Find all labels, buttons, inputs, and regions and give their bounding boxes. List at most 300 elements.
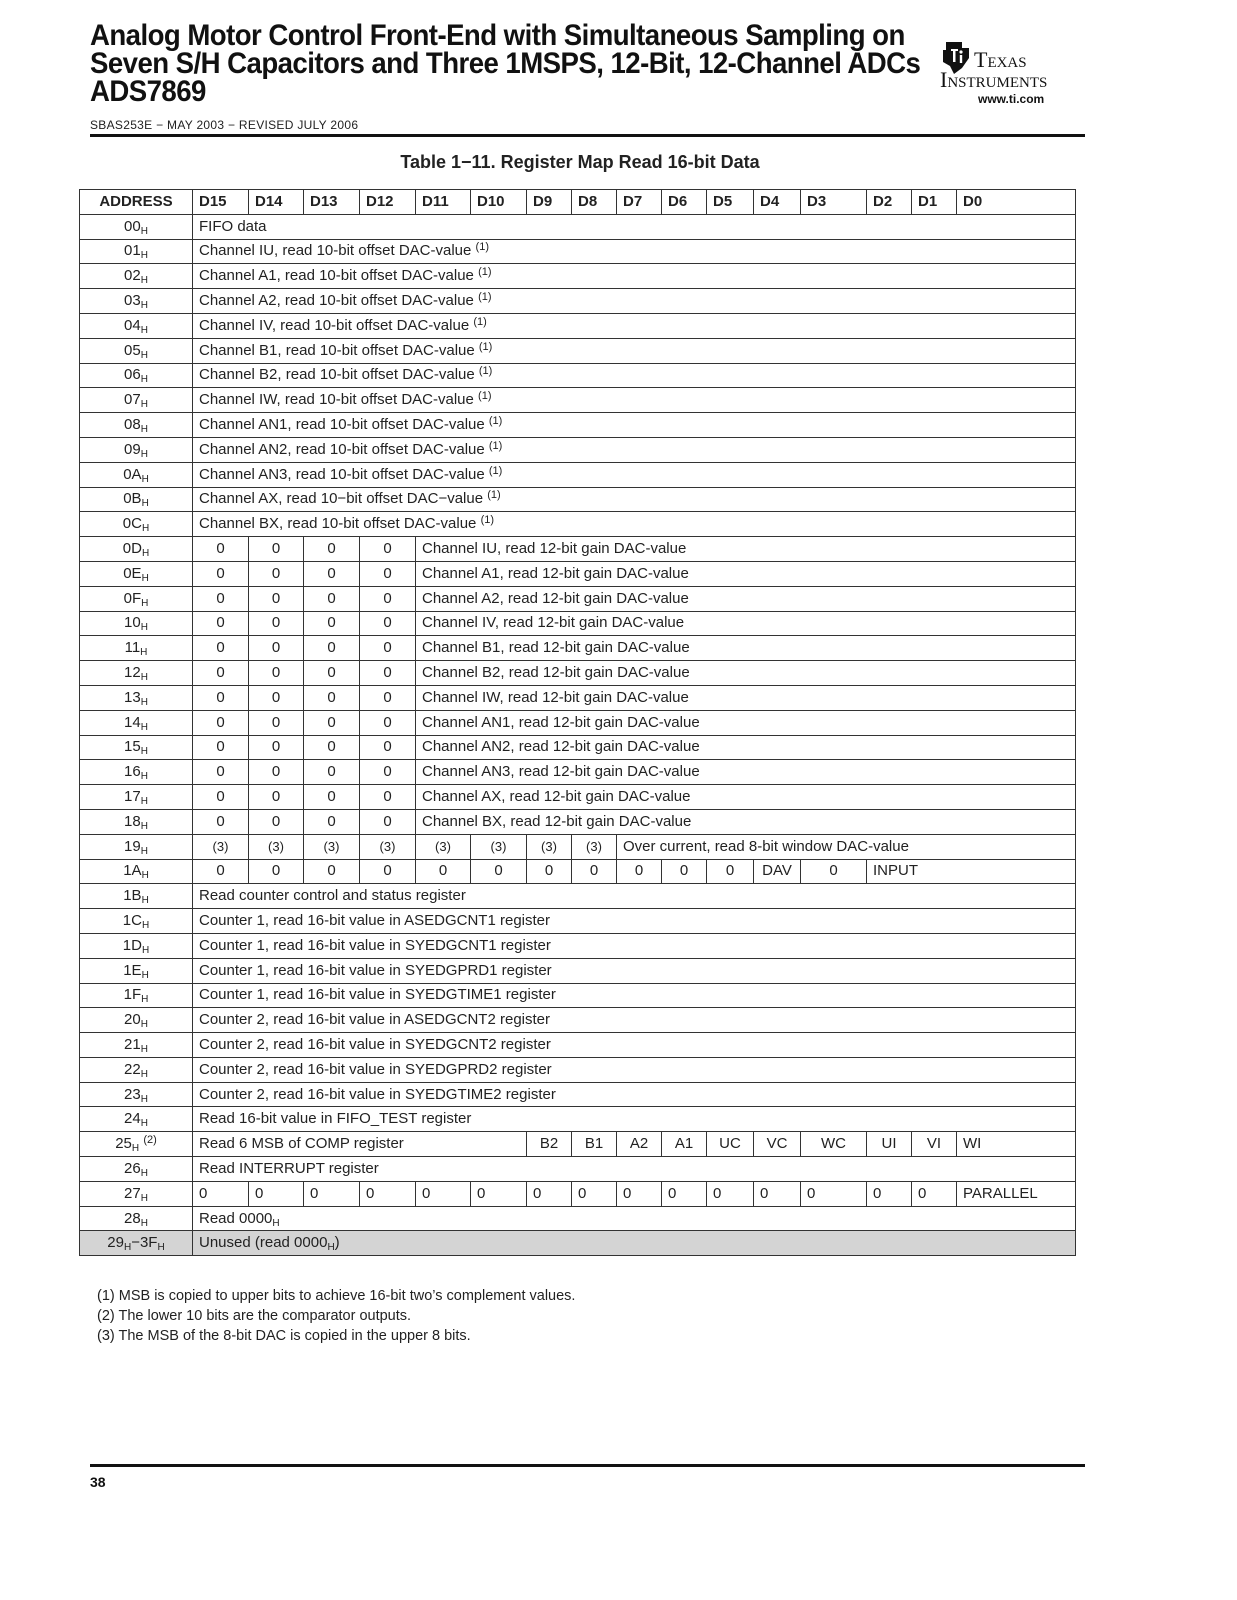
address-value: 05: [124, 341, 141, 359]
bit-cell: 0: [360, 735, 416, 760]
address-value: 0D: [122, 540, 142, 558]
address-cell: [80, 735, 193, 760]
bit-cell: 0: [249, 611, 304, 636]
address-value: 14: [124, 713, 141, 731]
register-description: Counter 1, read 16-bit value in SYEDGTIME1 register: [193, 983, 1076, 1008]
bit-cell: 0: [193, 586, 249, 611]
footnote-ref: (1): [478, 266, 492, 279]
table-row-unused: [80, 1231, 1076, 1256]
table-row: [80, 363, 1076, 388]
address-cell: [80, 1057, 193, 1082]
address-value: 1A: [123, 862, 142, 880]
footnote-ref: (1): [478, 390, 492, 403]
address-value: 1B: [123, 887, 142, 905]
register-description: Read 16-bit value in FIFO_TEST register: [193, 1107, 1076, 1132]
table-row: [80, 214, 1076, 239]
bit-cell: 0: [754, 1181, 801, 1206]
address-hex-suffix: H: [131, 1143, 140, 1155]
bit-cell-footnote: (3): [249, 834, 304, 859]
address-cell: [80, 1157, 193, 1182]
address-value: 16: [124, 763, 141, 781]
register-description: Channel AX, read 12-bit gain DAC-value: [416, 785, 1076, 810]
address-value: 03: [124, 292, 141, 310]
description-text: Channel AN2, read 10-bit offset DAC-value: [199, 440, 485, 458]
address-hex-suffix: H: [141, 895, 149, 907]
address-value: 3F: [139, 1234, 158, 1252]
bit-cell: 0: [471, 859, 527, 884]
bit-cell: 0: [360, 636, 416, 661]
footnote-ref: (1): [488, 464, 503, 477]
address-cell: [80, 462, 193, 487]
description-text: Channel IU, read 10-bit offset DAC-value: [199, 242, 472, 260]
address-hex-suffix: H: [140, 225, 148, 237]
address-hex-suffix: H: [141, 572, 149, 584]
address-cell: [80, 586, 193, 611]
register-description: [193, 462, 1076, 487]
bit-cell: WI: [957, 1132, 1076, 1157]
address-value: 06: [124, 366, 141, 384]
bit-cell: 0: [304, 636, 360, 661]
title-line-1: Analog Motor Control Front-End with Simultaneous Sampling on: [90, 19, 905, 52]
register-description: Channel IW, read 12-bit gain DAC-value: [416, 685, 1076, 710]
address-value: 23: [124, 1085, 141, 1103]
bit-cell: 0: [360, 561, 416, 586]
address-cell: [80, 958, 193, 983]
table-row: [80, 1033, 1076, 1058]
address-cell: [80, 1107, 193, 1132]
table-row: [80, 983, 1076, 1008]
column-header: D0: [957, 190, 1076, 215]
register-description: Read INTERRUPT register: [193, 1157, 1076, 1182]
description-text: Channel IW, read 10-bit offset DAC-value: [199, 391, 474, 409]
bit-cell: 0: [360, 809, 416, 834]
address-cell: [80, 1181, 193, 1206]
bit-cell: 0: [249, 760, 304, 785]
address-hex-suffix: H: [140, 349, 148, 361]
address-value: 0F: [123, 589, 142, 607]
column-header: D5: [707, 190, 754, 215]
table-row: [80, 834, 1076, 859]
table-row: [80, 1206, 1076, 1231]
address-hex-suffix: H: [123, 1242, 132, 1254]
doc-id: SBAS253E − MAY 2003 − REVISED JULY 2006: [90, 118, 359, 132]
bit-cell-footnote: (3): [416, 834, 471, 859]
address-hex-suffix: H: [140, 250, 148, 262]
address-value: 0E: [123, 564, 142, 582]
address-cell: [80, 834, 193, 859]
table-row: [80, 413, 1076, 438]
register-description: Channel BX, read 12-bit gain DAC-value: [416, 809, 1076, 834]
bit-cell: A2: [617, 1132, 662, 1157]
bit-cell: 0: [193, 710, 249, 735]
description-text: Channel B1, read 10-bit offset DAC-value: [199, 341, 475, 359]
bit-cell: 0: [572, 1181, 617, 1206]
address-hex-suffix: H: [140, 300, 148, 312]
register-description: Counter 1, read 16-bit value in ASEDGCNT1 register: [193, 909, 1076, 934]
address-cell: [80, 1008, 193, 1033]
address-value: 27: [124, 1184, 141, 1202]
description-text: Channel B2, read 10-bit offset DAC-value: [199, 366, 475, 384]
bit-cell: VI: [912, 1132, 957, 1157]
bit-cell: 0: [304, 537, 360, 562]
address-cell: [80, 611, 193, 636]
address-value: 08: [124, 416, 141, 434]
register-description: [193, 437, 1076, 462]
table-row: [80, 636, 1076, 661]
bit-cell-footnote: (3): [471, 834, 527, 859]
footer-rule: [90, 1464, 1085, 1467]
column-header: D6: [662, 190, 707, 215]
address-value: 28: [124, 1209, 141, 1227]
address-value: 18: [124, 812, 141, 830]
register-description: [193, 289, 1076, 314]
bit-cell: 0: [193, 859, 249, 884]
register-description: Counter 2, read 16-bit value in SYEDGPRD2 register: [193, 1057, 1076, 1082]
table-row: [80, 785, 1076, 810]
footnote-ref: (2): [143, 1134, 157, 1147]
table-row: [80, 338, 1076, 363]
ti-url[interactable]: www.ti.com: [978, 92, 1045, 106]
column-header: D13: [304, 190, 360, 215]
register-description: Counter 2, read 16-bit value in SYEDGTIME2 register: [193, 1082, 1076, 1107]
address-hex-suffix: H: [140, 1118, 148, 1130]
table-row: [80, 760, 1076, 785]
bit-cell: 0: [193, 1181, 249, 1206]
address-hex-suffix: H: [140, 845, 148, 857]
address-hex-suffix: H: [141, 597, 149, 609]
register-map-table: [79, 189, 1076, 1256]
address-hex-suffix: H: [140, 622, 148, 634]
footnotes: [97, 1286, 575, 1346]
address-cell: [80, 264, 193, 289]
address-value: 19: [124, 837, 141, 855]
address-value: 09: [124, 440, 141, 458]
register-description: Channel A2, read 12-bit gain DAC-value: [416, 586, 1076, 611]
bit-cell: 0: [304, 809, 360, 834]
table-row: [80, 586, 1076, 611]
bit-cell: 0: [304, 661, 360, 686]
logo-line-1: Texas: [974, 47, 1027, 72]
address-hex-suffix: H: [140, 1217, 148, 1229]
address-value: 1F: [123, 986, 142, 1004]
register-description: [193, 487, 1076, 512]
table-row: [80, 1057, 1076, 1082]
address-value: 0C: [122, 515, 142, 533]
bit-cell: 0: [249, 735, 304, 760]
bit-cell: 0: [249, 1181, 304, 1206]
bit-cell: 0: [193, 760, 249, 785]
register-description: [193, 214, 1076, 239]
bit-cell: 0: [304, 859, 360, 884]
address-hex-suffix: H: [141, 548, 150, 560]
bit-cell: 0: [707, 1181, 754, 1206]
page-number: 38: [90, 1474, 106, 1490]
table-row: [80, 313, 1076, 338]
bit-cell: 0: [193, 685, 249, 710]
bit-cell-footnote: (3): [193, 834, 249, 859]
register-description: Read counter control and status register: [193, 884, 1076, 909]
bit-cell: 0: [617, 859, 662, 884]
bit-cell: 0: [304, 785, 360, 810]
bit-cell: 0: [304, 735, 360, 760]
table-row: [80, 437, 1076, 462]
address-value: 02: [124, 267, 141, 285]
address-cell: [80, 884, 193, 909]
bit-cell: 0: [471, 1181, 527, 1206]
address-value: 10: [124, 614, 141, 632]
address-cell: [80, 561, 193, 586]
address-value: 21: [124, 1035, 141, 1053]
description-text: Channel A2, read 10-bit offset DAC-value: [199, 292, 474, 310]
footnote-ref: (1): [478, 365, 493, 378]
address-hex-suffix: H: [140, 374, 148, 386]
table-row: [80, 909, 1076, 934]
ti-wordmark: [940, 47, 1085, 92]
table-row: [80, 933, 1076, 958]
footnote-ref: (1): [487, 489, 501, 502]
address-value: 1D: [122, 936, 142, 954]
table-row: [80, 710, 1076, 735]
footnote-ref: (1): [473, 315, 487, 328]
address-cell: [80, 388, 193, 413]
bit-cell: 0: [360, 785, 416, 810]
address-cell: [80, 363, 193, 388]
footnote-2: (2) The lower 10 bits are the comparator outputs.: [97, 1308, 412, 1324]
register-description: Read 6 MSB of COMP register: [193, 1132, 527, 1157]
table-row: [80, 289, 1076, 314]
bit-cell: 0: [304, 1181, 360, 1206]
column-header: D8: [572, 190, 617, 215]
column-header: ADDRESS: [80, 190, 193, 215]
table-row: [80, 1157, 1076, 1182]
address-cell: [80, 537, 193, 562]
register-description: Channel IV, read 12-bit gain DAC-value: [416, 611, 1076, 636]
address-cell: [80, 512, 193, 537]
footnote-ref: (1): [478, 340, 493, 353]
address-hex-suffix: H: [140, 1093, 148, 1105]
address-cell: [80, 313, 193, 338]
bit-cell: 0: [249, 785, 304, 810]
register-description: Channel AN3, read 12-bit gain DAC-value: [416, 760, 1076, 785]
bit-cell: B1: [572, 1132, 617, 1157]
table-row: [80, 512, 1076, 537]
address-cell: [80, 1082, 193, 1107]
address-hex-suffix: H: [140, 424, 148, 436]
address-hex-suffix: H: [140, 820, 148, 832]
register-description: [193, 239, 1076, 264]
address-hex-suffix: H: [140, 647, 148, 659]
bit-cell: 0: [360, 760, 416, 785]
bit-cell: 0: [360, 611, 416, 636]
table-row: [80, 561, 1076, 586]
address-cell: [80, 685, 193, 710]
bit-cell: 0: [304, 561, 360, 586]
address-cell: [80, 636, 193, 661]
address-cell: [80, 289, 193, 314]
address-hex-suffix: H: [140, 1043, 148, 1055]
bit-cell: 0: [304, 760, 360, 785]
address-cell: [80, 859, 193, 884]
bit-cell: 0: [572, 859, 617, 884]
address-hex-suffix: H: [141, 969, 149, 981]
bit-cell: 0: [360, 661, 416, 686]
register-description: Channel A1, read 12-bit gain DAC-value: [416, 561, 1076, 586]
description-text: Channel A1, read 10-bit offset DAC-value: [199, 267, 474, 285]
column-header: D2: [867, 190, 912, 215]
address-hex-suffix: H: [141, 498, 149, 510]
bit-cell: 0: [249, 661, 304, 686]
footnote-ref: (1): [480, 514, 495, 527]
bit-cell: 0: [867, 1181, 912, 1206]
register-description: [193, 1231, 1076, 1256]
table-row: [80, 1082, 1076, 1107]
table-row: [80, 537, 1076, 562]
hex-suffix: H: [272, 1217, 280, 1229]
table-row: [80, 809, 1076, 834]
address-value: 12: [124, 664, 141, 682]
address-cell: [80, 909, 193, 934]
bit-cell: 0: [193, 636, 249, 661]
register-description: [193, 388, 1076, 413]
address-hex-suffix: H: [140, 1167, 148, 1179]
table-row: [80, 462, 1076, 487]
bit-cell: 0: [249, 685, 304, 710]
bit-cell: 0: [707, 859, 754, 884]
description-text: Channel AN3, read 10-bit offset DAC-value: [199, 465, 485, 483]
description-text: Unused (read 0000: [199, 1234, 328, 1252]
register-description: Channel AN1, read 12-bit gain DAC-value: [416, 710, 1076, 735]
bit-cell: 0: [304, 710, 360, 735]
bit-cell: 0: [662, 859, 707, 884]
bit-cell: A1: [662, 1132, 707, 1157]
address-cell: [80, 933, 193, 958]
bit-cell-footnote: (3): [572, 834, 617, 859]
bit-cell: 0: [249, 586, 304, 611]
address-cell: [80, 1206, 193, 1231]
address-value: 29: [107, 1234, 124, 1252]
logo-line-2: Instruments: [940, 67, 1048, 92]
table-row: [80, 239, 1076, 264]
bit-cell: 0: [249, 710, 304, 735]
bit-cell: 0: [193, 611, 249, 636]
address-hex-suffix: H: [157, 1242, 165, 1254]
address-hex-suffix: H: [140, 448, 148, 460]
address-value: 01: [124, 242, 141, 260]
register-description: Channel B1, read 12-bit gain DAC-value: [416, 636, 1076, 661]
address-range-dash: −: [131, 1234, 140, 1252]
address-hex-suffix: H: [141, 473, 149, 485]
bit-cell: UI: [867, 1132, 912, 1157]
part-number: ADS7869: [90, 75, 206, 108]
table-row: [80, 735, 1076, 760]
table-row: [80, 685, 1076, 710]
bit-cell: 0: [416, 1181, 471, 1206]
address-value: 07: [124, 391, 141, 409]
address-hex-suffix: H: [140, 672, 148, 684]
address-hex-suffix: H: [141, 994, 149, 1006]
table-row: [80, 958, 1076, 983]
bit-cell: 0: [662, 1181, 707, 1206]
bit-cell: 0: [249, 809, 304, 834]
register-description: [193, 413, 1076, 438]
address-hex-suffix: H: [140, 771, 148, 783]
address-cell: [80, 1132, 193, 1157]
bit-cell: 0: [360, 1181, 416, 1206]
address-hex-suffix: H: [141, 920, 150, 931]
address-cell: [80, 437, 193, 462]
column-header: D7: [617, 190, 662, 215]
address-value: 25: [115, 1135, 132, 1153]
bit-cell: 0: [193, 735, 249, 760]
footnote-1: (1) MSB is copied to upper bits to achieve 16-bit two’s complement values.: [97, 1288, 576, 1304]
bit-cell: 0: [249, 636, 304, 661]
bit-cell: 0: [304, 586, 360, 611]
table-row: [80, 611, 1076, 636]
description-text: Channel AN1, read 10-bit offset DAC-value: [199, 416, 485, 434]
description-text: Channel AX, read 10−bit offset DAC−value: [199, 490, 484, 508]
ti-logo[interactable]: [940, 40, 1090, 110]
description-text: Read 0000: [199, 1209, 273, 1227]
column-header: D1: [912, 190, 957, 215]
footnote-3: (3) The MSB of the 8-bit DAC is copied in the upper 8 bits.: [97, 1328, 471, 1344]
bit-cell: 0: [617, 1181, 662, 1206]
table-title: Table 1−11. Register Map Read 16-bit Data: [400, 152, 760, 172]
bit-cell: 0: [527, 1181, 572, 1206]
address-cell: [80, 760, 193, 785]
address-cell: [80, 661, 193, 686]
address-hex-suffix: H: [141, 523, 150, 535]
bit-cell: B2: [527, 1132, 572, 1157]
table-row: [80, 1107, 1076, 1132]
address-cell: [80, 1033, 193, 1058]
bit-cell: VC: [754, 1132, 801, 1157]
address-cell: [80, 710, 193, 735]
table-row: [80, 1008, 1076, 1033]
register-description: Counter 1, read 16-bit value in SYEDGCNT1 register: [193, 933, 1076, 958]
address-cell: [80, 338, 193, 363]
title-line-2: Seven S/H Capacitors and Three 1MSPS, 12-Bit, 12-Channel ADCs: [90, 47, 921, 80]
address-hex-suffix: H: [140, 1192, 148, 1204]
address-value: 11: [124, 639, 141, 657]
register-description: [193, 512, 1076, 537]
bit-cell: 0: [912, 1181, 957, 1206]
description-text: Channel BX, read 10-bit offset DAC-value: [199, 515, 477, 533]
register-description: [193, 363, 1076, 388]
table-row: [80, 859, 1076, 884]
bit-cell: 0: [304, 685, 360, 710]
input-bits-cell: INPUT: [867, 859, 1076, 884]
address-value: 04: [124, 316, 141, 334]
address-cell: [80, 983, 193, 1008]
address-hex-suffix: H: [140, 324, 148, 336]
bit-cell: 0: [249, 561, 304, 586]
address-hex-suffix: H: [140, 1068, 148, 1080]
address-value: 0A: [123, 465, 142, 483]
bit-cell: 0: [801, 859, 867, 884]
register-description: [193, 264, 1076, 289]
table-row: [80, 388, 1076, 413]
register-description: [193, 338, 1076, 363]
register-description: Channel IU, read 12-bit gain DAC-value: [416, 537, 1076, 562]
column-header: D4: [754, 190, 801, 215]
bit-cell: 0: [360, 685, 416, 710]
address-cell: [80, 239, 193, 264]
document-title: [90, 19, 940, 108]
address-value: 24: [124, 1110, 141, 1128]
address-cell: [80, 785, 193, 810]
register-description: [193, 313, 1076, 338]
address-cell: [80, 413, 193, 438]
